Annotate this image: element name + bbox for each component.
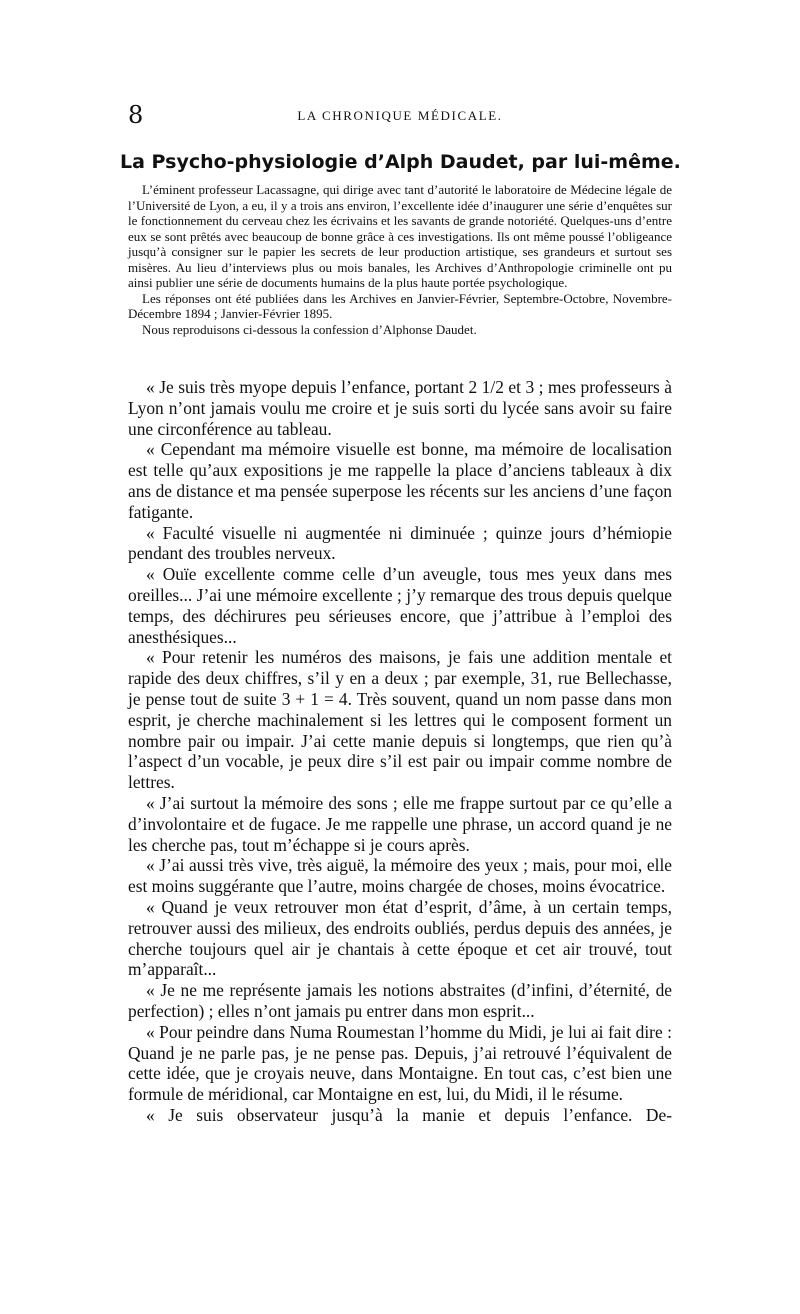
body-paragraph: « Ouïe excellente comme celle d’un aveugle, tous mes yeux dans mes oreilles... J’ai une mémoire excellente ; j’y remarque des trous depuis quelque temps, des déchirures peu sérieuses encore, que j’attribue à l’emploi des anesthésiques...	[128, 564, 672, 647]
body-paragraph: « Faculté visuelle ni augmentée ni diminuée ; quinze jours d’hémiopie pendant des troubles nerveux.	[128, 522, 672, 564]
body-paragraph: « Pour peindre dans Numa Roumestan l’homme du Midi, je lui ai fait dire : Quand je ne parle pas, je ne pense pas. Depuis, j’ai retrouvé l’équivalent de cette idée, que je croyais neuve, dans Montaigne. En tout cas, c’est bien une formule de méridional, car Montaigne en est, lui, du Midi, il le résume.	[128, 1021, 672, 1105]
running-header	[128, 100, 672, 130]
intro-paragraph: Les réponses ont été publiées dans les Archives en Janvier-Février, Septembre-Octobre, Novembre-Décembre 1894 ; Janvier-Février 1895.	[128, 290, 672, 321]
article-body	[128, 377, 672, 1126]
body-paragraph: « Quand je veux retrouver mon état d’esprit, d’âme, à un certain temps, retrouver aussi des milieux, des endroits oubliés, perdus depuis des années, je cherche toujours quel air je chantais à cette époque et cet air trouvé, tout m’apparaît...	[128, 896, 672, 980]
body-paragraph: « Je ne me représente jamais les notions abstraites (d’infini, d’éternité, de perfection) ; elles n’ont jamais pu entrer dans mon esprit...	[128, 980, 672, 1021]
body-paragraph: « Je suis très myope depuis l’enfance, portant 2 1/2 et 3 ; mes professeurs à Lyon n’ont jamais voulu me croire et je suis sorti du lycée sans avoir su faire une circonférence au tableau.	[128, 377, 672, 439]
body-paragraph: « Pour retenir les numéros des maisons, je fais une addition mentale et rapide des deux chiffres, s’il y en a deux ; par exemple, 31, rue Bellechasse, je pense tout de suite 3 + 1 = 4. Très souvent, quand un nom passe dans mon esprit, je cherche machinalement si les lettres qui le composent forment un nombre pair ou impair. J’ai cette manie depuis si longtemps, que rien qu’à l’aspect d’un vocable, je peux dire s’il est pair ou impair comme nombre de lettres.	[128, 647, 672, 793]
editorial-introduction	[128, 182, 672, 337]
journal-title: LA CHRONIQUE MÉDICALE.	[297, 108, 503, 123]
article-title: La Psycho-physiologie d’Alph Daudet, par lui-même.	[120, 151, 681, 173]
page-number: 8	[128, 101, 144, 129]
body-paragraph: « Je suis observateur jusqu’à la manie et depuis l’enfance. De-	[146, 1104, 672, 1125]
body-paragraph: « J’ai aussi très vive, très aiguë, la mémoire des yeux ; mais, pour moi, elle est moins suggérante que l’autre, moins chargée de choses, moins évocatrice.	[128, 855, 672, 897]
intro-paragraph: Nous reproduisons ci-dessous la confession d’Alphonse Daudet.	[142, 321, 477, 337]
intro-paragraph: L’éminent professeur Lacassagne, qui dirige avec tant d’autorité le laboratoire de Médecine légale de l’Université de Lyon, a eu, il y a trois ans environ, l’excellente idée d’inaugurer une série d’enquêtes sur le fonctionnement du cerveau chez les écrivains et les savants de grande notoriété. Quelques-uns d’entre eux se sont prêtés avec beaucoup de bonne grâce à ces investigations. Ils ont même poussé l’obligeance jusqu’à consigner sur le papier les secrets de leur production artistique, ses grandeurs et surtout ses misères. Au lieu d’interviews plus ou mois banales, les Archives d’Anthropologie criminelle ont pu ainsi publier une série de documents humains de la plus haute portée psychologique.	[128, 182, 672, 290]
body-paragraph: « J’ai surtout la mémoire des sons ; elle me frappe surtout par ce qu’elle a d’involontaire et de fugace. Je me rappelle une phrase, un accord quand je ne les cherche pas, tout m’échappe si je cours après.	[128, 792, 672, 855]
body-paragraph: « Cependant ma mémoire visuelle est bonne, ma mémoire de localisation est telle qu’aux expositions je me rappelle la place d’anciens tableaux à dix ans de distance et ma pensée superpose les récents sur les anciens d’une façon fatigante.	[128, 439, 672, 522]
